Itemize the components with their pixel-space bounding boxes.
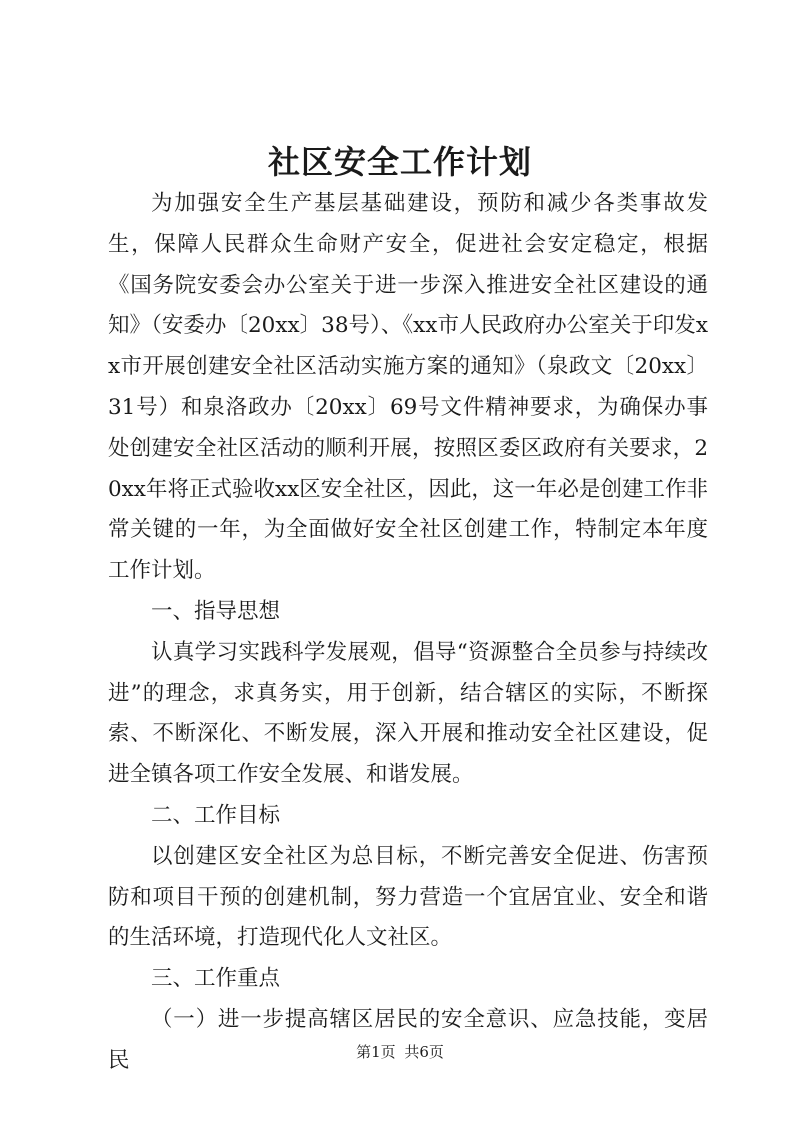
intro-paragraph: 为加强安全生产基层基础建设，预防和减少各类事故发生，保障人民群众生命财产安全，促进社会安定稳定，根据《国务院安委会办公室关于进一步深入推进安全社区建设的通知》（安委办〔20xx〕38号）、《xx市人民政府办公室关于印发xx市开展创建安全社区活动实施方案的通知》（泉政文〔20xx〕31号）和泉洛政办〔20xx〕69号文件精神要求，为确保办事处创建安全社区活动的顺利开展，按照区委区政府有关要求，20xx年将正式验收xx区安全社区，因此，这一年必是创建工作非常关键的一年，为全面做好安全社区创建工作，特制定本年度工作计划。 xyxy=(108,191,708,584)
work-goals-paragraph: 以创建区安全社区为总目标，不断完善安全促进、伤害预防和项目干预的创建机制，努力营造一个宜居宜业、安全和谐的生活环境，打造现代化人文社区。 xyxy=(108,843,708,951)
guiding-ideology-paragraph: 认真学习实践科学发展观，倡导“资源整合全员参与持续改进”的理念，求真务实，用于创新，结合辖区的实际，不断探索、不断深化、不断发展，深入开展和推动安全社区建设，促进全镇各项工作安全发展、和谐发展。 xyxy=(108,639,708,788)
section-heading-work-goals: 二、工作目标 xyxy=(151,802,281,828)
document-body xyxy=(108,184,708,1082)
page-footer xyxy=(0,1042,800,1062)
page-number: 第1页 xyxy=(356,1043,396,1061)
section-heading-guiding-ideology: 一、指导思想 xyxy=(151,598,281,624)
work-focus-item-1: （一）进一步提高辖区居民的安全意识、应急技能，变居民 xyxy=(108,1006,708,1073)
page-total: 共6页 xyxy=(404,1043,444,1061)
document-title: 社区安全工作计划 xyxy=(267,143,532,181)
section-heading-work-focus: 三、工作重点 xyxy=(151,966,281,992)
